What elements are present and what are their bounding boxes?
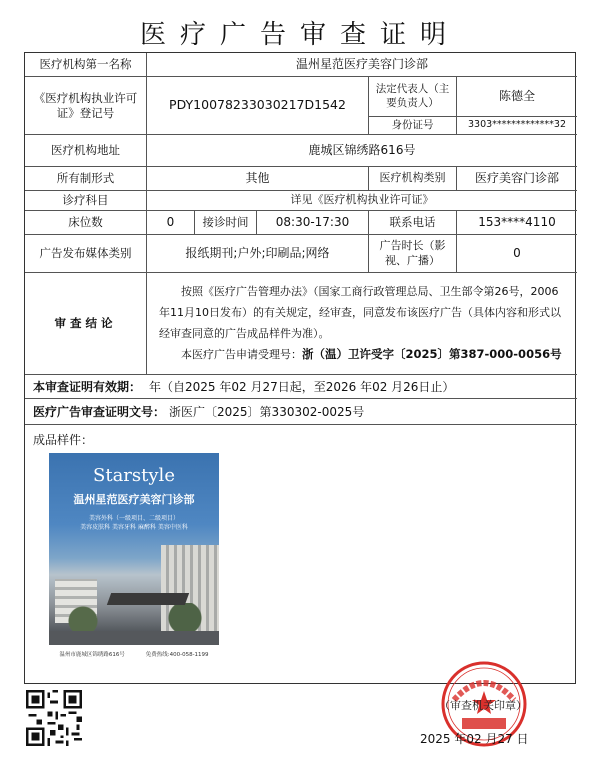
media-value: 报纸期刊;户外;印刷品;网络 (147, 235, 369, 273)
validity-value: 年（自2025 年02 月27日起，至2026 年02 月26日止） (149, 380, 455, 394)
ack-line (159, 344, 567, 365)
hours-value: 08:30-17:30 (257, 211, 369, 235)
opinion-label: 审查结论 (25, 273, 147, 375)
opinion-box (147, 273, 577, 375)
ad-ground-shape (49, 631, 219, 645)
ack-prefix: 本医疗广告申请受理号： (181, 348, 302, 361)
org-name-label: 医疗机构第一名称 (25, 53, 147, 77)
phone-value: 153****4110 (457, 211, 577, 235)
validity-row (25, 375, 577, 399)
ad-footer (49, 645, 219, 663)
duration-label: 广告时长（影视、广播） (369, 235, 457, 273)
legal-rep-value: 陈德全 (457, 77, 577, 117)
ad-services-line-1: 美容外科（一级项目、二级项目） (88, 515, 179, 522)
ad-services-line-2: 美容皮肤科 美容牙科 麻醉科 美容中医科 (80, 524, 188, 531)
ownership-value: 其他 (147, 167, 369, 191)
address-label: 医疗机构地址 (25, 135, 147, 167)
ownership-label: 所有制形式 (25, 167, 147, 191)
certificate-form (24, 52, 576, 684)
license-label: 《医疗机构执业许可证》登记号 (25, 77, 147, 135)
beds-label: 床位数 (25, 211, 147, 235)
category-value: 医疗美容门诊部 (457, 167, 577, 191)
media-label: 广告发布媒体类别 (25, 235, 147, 273)
cert-label: 医疗广告审查证明文号： (33, 405, 166, 419)
subjects-value: 详见《医疗机构执业许可证》 (147, 191, 577, 211)
opinion-text: 按照《医疗广告管理办法》（国家工商行政管理总局、卫生部令第26号，2006年11月10日发布）的有关规定，经审查，同意发布该医疗广告（具体内容和形式以经审查同意的广告成品样件为准）。 (159, 285, 561, 340)
org-name-value: 温州星范医疗美容门诊部 (147, 53, 577, 77)
sample-label: 成品样件： (33, 433, 94, 447)
ad-footer-phone: 免费热线:400-058-1199 (145, 652, 209, 658)
ack-number: 浙（温）卫许受字〔2025〕第387-000-0056号 (302, 347, 562, 361)
category-label: 医疗机构类别 (369, 167, 457, 191)
ad-clinic-name: 温州星范医疗美容门诊部 (73, 493, 195, 506)
qr-code-icon[interactable] (26, 690, 82, 746)
beds-value: 0 (147, 211, 195, 235)
sign-date: 2025 年02 月27 日 (420, 732, 529, 746)
id-value: 3303*************32 (457, 117, 577, 135)
license-value: PDY10078233030217D1542 (147, 77, 369, 135)
phone-label: 联系电话 (369, 211, 457, 235)
ad-sample-image (49, 453, 219, 663)
validity-label: 本审查证明有效期： (33, 380, 142, 394)
cert-value: 浙医广〔2025〕第330302-0025号 (169, 405, 365, 419)
hours-label: 接诊时间 (195, 211, 257, 235)
address-value: 鹿城区锦绣路616号 (147, 135, 577, 167)
page-title: 医疗广告审查证明 (139, 20, 460, 50)
seal-signature: （审查机关印章） (439, 699, 527, 712)
ad-trees-shape (49, 603, 219, 633)
cert-row (25, 399, 577, 425)
id-label: 身份证号 (369, 117, 457, 135)
subjects-label: 诊疗科目 (25, 191, 147, 211)
ad-canopy-shape (107, 593, 189, 605)
ad-footer-address: 温州市鹿城区锦绣路616号 (59, 652, 125, 658)
ad-brand: Starstyle (93, 465, 175, 486)
legal-rep-label: 法定代表人（主要负责人） (369, 77, 457, 117)
duration-value: 0 (457, 235, 577, 273)
